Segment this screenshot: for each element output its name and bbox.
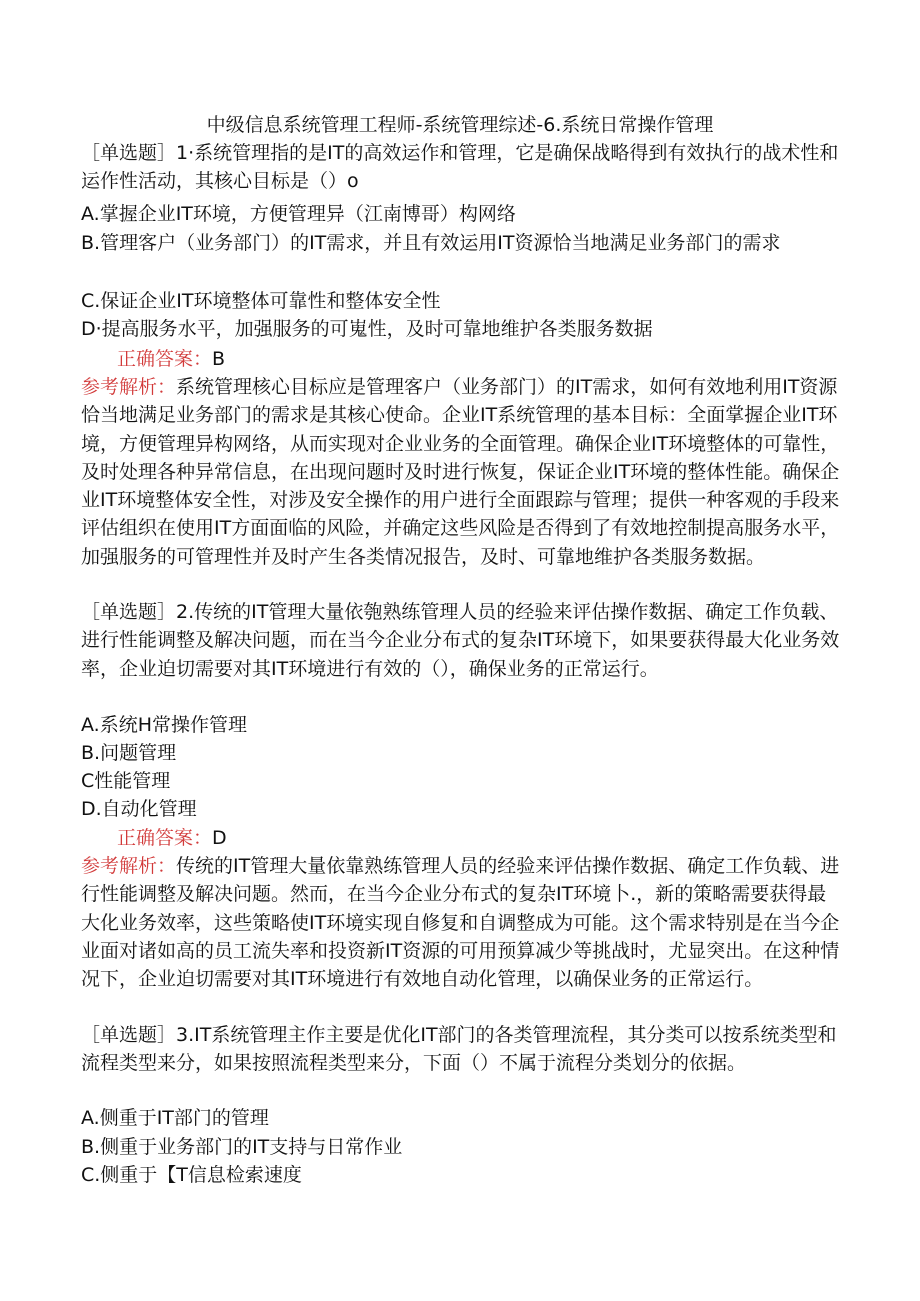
answer-label: 正确答案：	[117, 348, 213, 370]
document-title: 中级信息系统管理工程师-系统管理综述-6.系统日常操作管理	[206, 114, 714, 136]
analysis-text: 传统的IT管理大量依靠熟练管理人员的经验来评估操作数据、确定工作负载、进行性能调整及解决问题。然而，在当今企业分布式的复杂IT环境卜.，新的策略需要获得最大化业务效率，这些策略使IT环境实现自修复和自调整成为可能。这个需求特别是在当今企业面对诸如高的员工流失率和投资新IT资源的可用预算减少等挑战时，尤显突出。在这种情况下，企业迫切需要对其IT环境进行有效地自动化管理，以确保业务的正常运行。	[81, 855, 840, 991]
question-3-option-a: A.侧重于IT部门的管理	[81, 1107, 269, 1129]
question-1-stem: ［单选题］1·系统管理指的是IT的高效运作和管理，它是确保战略得到有效执行的战术性和运作性活动，其核心目标是（）o	[81, 142, 839, 193]
answer-value: B	[212, 348, 226, 370]
question-1-option-d: D·提高服务水平，加强服务的可嵬性，及时可靠地维护各类服务数据	[81, 318, 653, 340]
question-3-option-b: B.侧重于业务部门的IT支持与日常作业	[81, 1136, 403, 1158]
question-2-option-b: B.问题管理	[81, 742, 177, 764]
question-1-analysis	[81, 373, 841, 571]
question-1-option-b: B.管理客户（业务部门）的IT需求，并且有效运用IT资源恰当地满足业务部门的需求	[81, 232, 781, 254]
question-3-stem: ［单选题］3.IT系统管理主作主要是优化IT部门的各类管理流程，其分类可以按系统类型和流程类型来分，如果按照流程类型来分，下面（）不属于流程分类划分的依据。	[81, 1024, 837, 1075]
answer-value: D	[212, 827, 227, 849]
question-2-option-c: C性能管理	[81, 770, 171, 792]
answer-label: 正确答案：	[117, 827, 213, 849]
question-2-option-a: A.系统H常操作管理	[81, 714, 247, 736]
question-1-answer-line	[117, 345, 225, 373]
question-1-option-a: A.掌握企业IT环境，方便管理异（江南博哥）构网络	[81, 203, 516, 225]
question-2-option-d: D.自动化管理	[81, 798, 197, 820]
analysis-label: 参考解析：	[81, 855, 177, 877]
question-3-option-c: C.侧重于【T信息检索速度	[81, 1164, 302, 1186]
analysis-label: 参考解析：	[81, 376, 177, 398]
analysis-text: 系统管理核心目标应是管理客户（业务部门）的IT需求，如何有效地利用IT资源恰当地满足业务部门的需求是其核心使命。企业IT系统管理的基本目标：全面掌握企业IT环境，方便管理异构网络，从而实现对企业业务的全面管理。确保企业IT环境整体的可靠性，及时处理各种异常信息，在出现问题时及时进行恢复，保证企业IT环境的整体性能。确保企业IT环境整体安全性，对涉及安全操作的用户进行全面跟踪与管理；提供一种客观的手段来评估组织在使用IT方面面临的风险，并确定这些风险是否得到了有效地控制提高服务水平，加强服务的可管理性并及时产生各类情况报告，及时、可靠地维护各类服务数据。	[81, 376, 840, 568]
question-2-stem: ［单选题］2.传统的IT管理大量依匏熟练管理人员的经验来评估操作数据、确定工作负载、进行性能调整及解决问题，而在当今企业分布式的复杂IT环境下，如果要获得最大化业务效率，企业迫切需要对其IT环境进行有效的（），确保业务的正常运行。	[81, 601, 840, 680]
question-2-analysis	[81, 852, 841, 993]
question-1-option-c: C.保证企业IT环境整体可靠性和整体安全性	[81, 290, 441, 312]
question-2-answer-line	[117, 824, 227, 852]
